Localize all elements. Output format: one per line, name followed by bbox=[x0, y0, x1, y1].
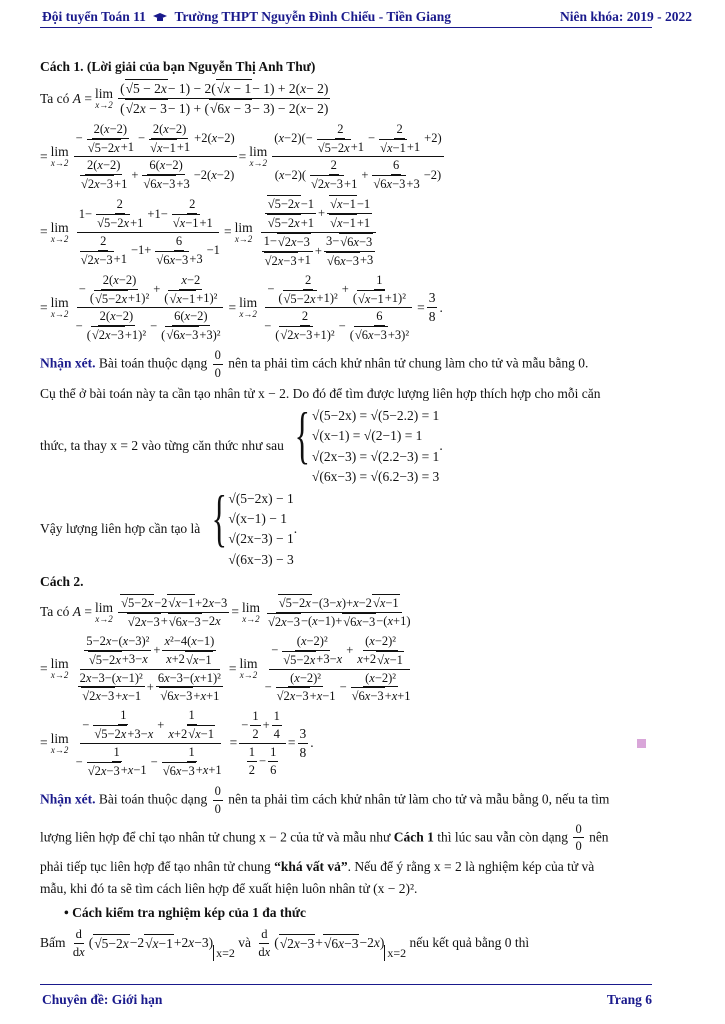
result-3-8: $\frac{3}{8}$ bbox=[428, 290, 436, 325]
cach1-title: Cách 1. (Lời giải của bạn Nguyễn Thị Anh Thư) bbox=[40, 59, 316, 74]
fraction: ( √ 5 − 2x − 1) − 2( √ x − 1 − 1) + 2( x − 2) ( √ 2x − 3 − 1) + ( √ 6x − 3 − 3) − 2( x − 2) bbox=[118, 79, 330, 118]
eq-1: Ta có A = lim x→2 ( √ 5 − 2x − 1) − 2( √ x − 1 − 1) + 2( x − 2) ( √ 2x − 3 − 1) + ( √ 6x − 3 − 3) − 2( x − 2) bbox=[40, 79, 652, 118]
nhan-xet-2: Nhận xét. Bài toán thuộc dạng $\frac{0}{0}$ nên ta phải tìm cách khử nhân tử làm cho tử và mẫu bằng 0, nếu ta tìm bbox=[40, 783, 610, 816]
eq-2: = lim x→2 − 2( x −2) √ 5−2x +1 − 2( x −2) √ x−1 +1 +2( x −2) 2( x −2) √ 2x−3 +1 + 6( x −2) √ 6x−3 +3 −2( x −2) = lim x→2 ( x −2)(− 2 √ 5−2x +1 − 2 √ x−1 +1 +2) ( x −2)( 2 √ 2x−3 +1 + 6 √ 6x−3 +3 −2) bbox=[40, 121, 652, 194]
header-rule bbox=[40, 27, 652, 28]
page-header bbox=[42, 9, 692, 27]
derivative-check: Bấm d d x ( √ 5−2x −2 √ x−1 +2 x −3) x=2 và d d x ( √ 2x−3 + √ 6x−3 −2 x ) x=2 nếu kết quả bằng 0 thì bbox=[40, 926, 652, 961]
school-year: Niên khóa: 2019 - 2022 bbox=[559, 9, 692, 24]
page-number: Trang 6 bbox=[606, 992, 652, 1007]
nhan-xet-2-line3: phải tiếp tục liên hợp để tạo nhân tử chung “khá vất vả”. Nếu để ý rằng x = 2 là nghiệm kép của tử và bbox=[40, 859, 595, 875]
eq-4: = lim x→2 − 2( x −2) ( √ 5−2x +1)² + x −2 ( √ x−1 +1)² − 2( x −2) ( √ 2x−3 +1)² − 6( x −2) ( √ 6x−3 +3)² = lim x→2 − 2 ( √ 5−2x +1)² + 1 ( √ x−1 +1)² − 2 ( √ 2x−3 +1)² − 6 ( √ 6x−3 +3)² = $\frac{3}{8}$ . bbox=[40, 272, 652, 345]
eq-7: = lim x→2 − 1 √ 5−2x +3− x + 1 x +2 √ x−1 − 1 √ 2x−3 + x −1 − 1 √ 6x−3 + x +1 = − $\frac{1}{2}$ + $\frac{1}{4}$ $\frac{1}{2}$ − $\frac{1}{6}$ = $\frac{3}{8}$ . bbox=[40, 707, 652, 780]
eq-6: = lim x→2 5−2 x −( x −3)² √ 5−2x +3− x + x ²−4( x −1) x +2 √ x−1 2 x −3−( x −1)² √ 2x−3 + x −1 + 6 x −3−( x +1)² √ 6x−3 + x +1 = lim x→2 − ( x −2)² √ 5−2x +3− x + ( x −2)² x +2 √ x−1 − ( x −2)² √ 2x−3 + x −1 − ( x −2)² √ 6x−3 + x +1 bbox=[40, 633, 652, 706]
graduation-cap-icon bbox=[153, 13, 167, 22]
bullet-item: • Cách kiểm tra nghiệm kép của 1 đa thức bbox=[64, 904, 306, 920]
end-of-proof-marker bbox=[637, 739, 646, 748]
team-name: Đội tuyển Toán 11 bbox=[42, 9, 146, 24]
footer-topic: Chuyên đề: Giới hạn bbox=[42, 992, 163, 1007]
nhan-xet-2-line4: mẫu, khi đó ta sẽ tìm cách liên hợp để xuất hiện luôn nhân tử (x − 2)². bbox=[40, 880, 418, 896]
eq-3: = lim x→2 1− 2 √ 5−2x +1 +1− 2 √ x−1 +1 2 √ 2x−3 +1 −1+ 6 √ 6x−3 +3 −1 = lim x→2 √ 5−2x −1 √ 5−2x +1 + √ x−1 −1 √ x−1 +1 1− √ 2x−3 √ 2x−3 +1 + 3− √ 6x−3 √ 6x−3 +3 bbox=[40, 195, 652, 270]
nhan-xet-1: Nhận xét. Bài toán thuộc dạng $\frac{0}{0}$ nên ta phải tìm cách khử nhân tử chung làm cho tử và mẫu bằng 0. bbox=[40, 348, 589, 381]
page-content bbox=[40, 55, 652, 963]
substitution-system: thức, ta thay x = 2 vào từng căn thức như sau { √(5−2x) = √(5−2.2) = 1 √(x−1) = √(2−1) = 1 √(2x−3) = √(2.2−3) = 1 √(6x−3) = √(6.2−3) = 3 . bbox=[40, 399, 443, 484]
school-name: Trường THPT Nguyễn Đình Chiểu - Tiền Giang bbox=[174, 9, 451, 24]
eq-5: Ta có A = lim x→2 √ 5−2x −2 √ x−1 +2 x −3 √ 2x−3 + √ 6x−3 −2 x = lim x→2 √ 5−2x −(3− x )+ x −2 √ x−1 √ 2x−3 −( x −1)+ √ 6x−3 −( x +1) bbox=[40, 594, 652, 631]
footer-rule bbox=[40, 984, 652, 985]
page-footer bbox=[42, 992, 652, 1008]
nhan-xet-2-line2: lượng liên hợp để chỉ tạo nhân tử chung x − 2 của tử và mẫu như Cách 1 thì lúc sau vẫn còn dạng $\frac{0}{0}$ nên bbox=[40, 821, 609, 854]
nhan-xet-1-cont: Cụ thể ở bài toán này ta cần tạo nhân tử x − 2. Do đó để tìm được lượng liên hợp thích hợp cho mỗi căn bbox=[40, 385, 601, 401]
header-left bbox=[42, 9, 451, 25]
limit-symbol: lim x→2 bbox=[95, 86, 114, 111]
cach2-title: Cách 2. bbox=[40, 573, 84, 589]
conjugate-system: Vậy lượng liên hợp cần tạo là { √(5−2x) − 1 √(x−1) − 1 √(2x−3) − 1 √(6x−3) − 3 . bbox=[40, 482, 298, 567]
